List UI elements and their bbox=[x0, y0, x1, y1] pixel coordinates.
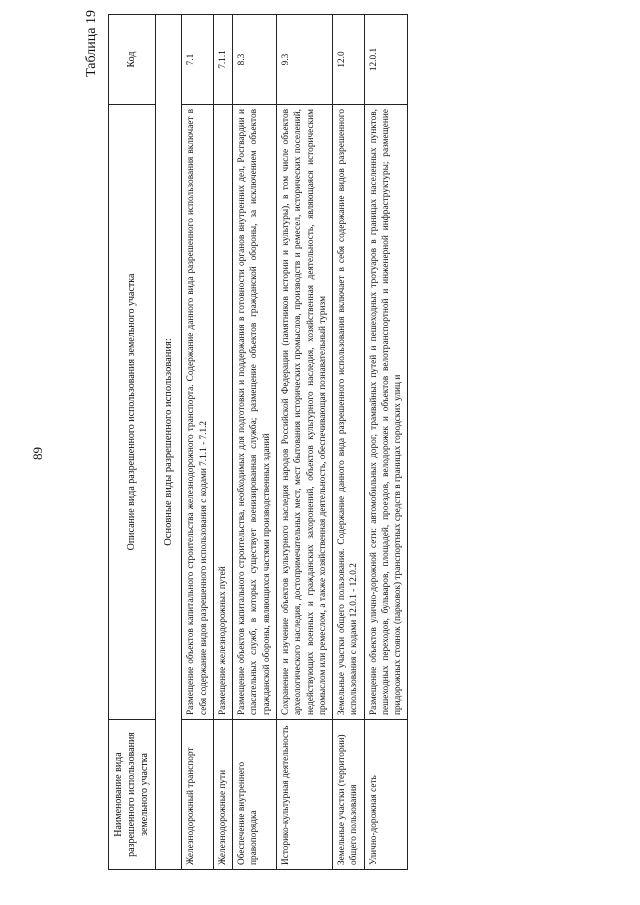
rotated-page bbox=[20, 0, 620, 880]
table-row bbox=[277, 15, 333, 870]
table-row bbox=[333, 15, 365, 870]
row-description: Размещение объектов улично-дорожной сети: автомобильных дорог, трамвайных путей и пешеходных тротуаров в границах населенных пунктов, пешеходных переходов, бульваров, площадей, проездов, велодорожек и объектов велотранспортной и инженерной инфраструктуры; размещение придорожных стоянок (парковок) транспортных средств в границах городских улиц и bbox=[364, 105, 408, 720]
row-description: Размещение объектов капитального строительства, необходимых для подготовки и поддержания в готовности органов внутренних дел, Росгвардии и спасательных служб, в которых существует военизированная служба; размещение объектов гражданской обороны, за исключением объектов гражданской обороны, являющихся частями производственных зданий bbox=[233, 105, 277, 720]
section-row bbox=[155, 15, 182, 870]
row-description: Земельные участки общего пользования. Содержание данного вида разрешенного использования включает в себя содержание видов разрешенного использования с кодами 12.0.1 - 12.0.2 bbox=[333, 105, 365, 720]
table-row bbox=[182, 15, 214, 870]
page-number: 89 bbox=[30, 447, 45, 460]
row-name: Обеспечение внутреннего правопорядка bbox=[233, 720, 277, 870]
row-name: Железнодорожный транспорт bbox=[182, 720, 214, 870]
row-description: Размещение железнодорожных путей bbox=[213, 105, 232, 720]
row-description: Сохранение и изучение объектов культурного наследия народов Российской Федерации (памятников истории и культуры), в том числе объектов археологического наследия, достопримечательных мест, мест бытования исторических промыслов, производств и ремесел, исторических поселений, недействующих военных и гражданских захоронений, объектов культурного наследия, хозяйственная деятельность, являющаяся историческим промыслом или ремеслом, а также хозяйственная деятельность, обеспечивающая познавательный туризм bbox=[277, 105, 333, 720]
header-name: Наименование вида разрешенного использования земельного участка bbox=[109, 720, 156, 870]
land-use-table bbox=[108, 14, 408, 870]
table-row bbox=[364, 15, 408, 870]
table-header-row bbox=[109, 15, 156, 870]
row-name: Историко-культурная деятельность bbox=[277, 720, 333, 870]
row-code: 7.1.1 bbox=[213, 15, 232, 105]
row-name: Улично-дорожная сеть bbox=[364, 720, 408, 870]
row-name: Железнодорожные пути bbox=[213, 720, 232, 870]
header-code: Код bbox=[109, 15, 156, 105]
row-code: 8.3 bbox=[233, 15, 277, 105]
table-label: Таблица 19 bbox=[84, 10, 99, 77]
row-description: Размещение объектов капитального строительства железнодорожного транспорта. Содержание данного вида разрешенного использования включает в себя содержание видов разрешенного использования с кодами 7.1.1 - 7.1.2 bbox=[182, 105, 214, 720]
header-description: Описание вида разрешенного использования земельного участка bbox=[109, 105, 156, 720]
row-code: 12.0.1 bbox=[364, 15, 408, 105]
table-row bbox=[213, 15, 232, 870]
row-name: Земельные участки (территории) общего пользования bbox=[333, 720, 365, 870]
row-code: 12.0 bbox=[333, 15, 365, 105]
row-code: 9.3 bbox=[277, 15, 333, 105]
table-row bbox=[233, 15, 277, 870]
row-code: 7.1 bbox=[182, 15, 214, 105]
section-title: Основные виды разрешенного использования: bbox=[155, 15, 182, 870]
